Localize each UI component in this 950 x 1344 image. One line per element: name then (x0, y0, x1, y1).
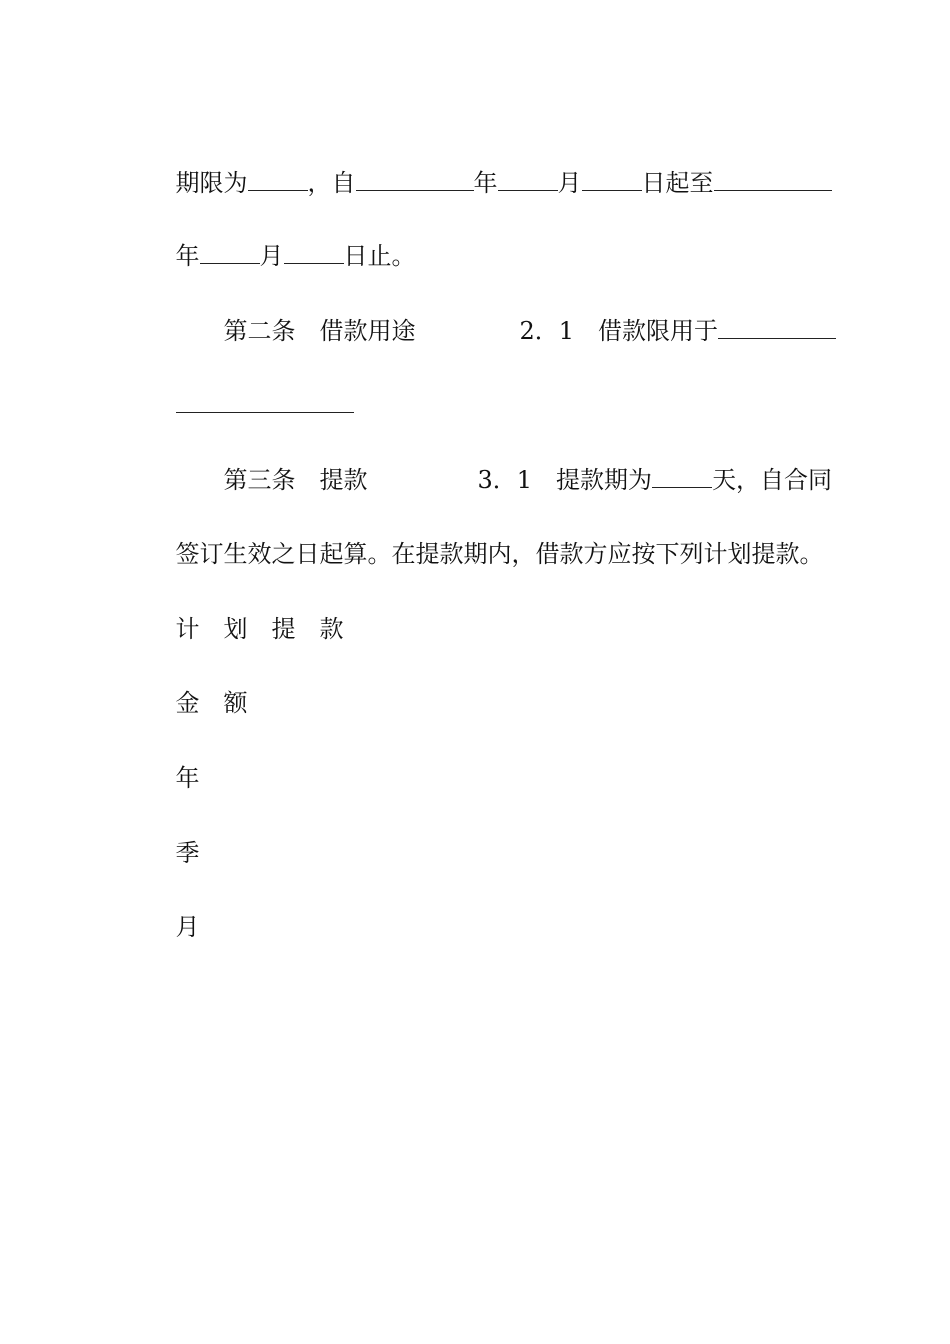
amount-label: 金 额 (175, 689, 248, 717)
purpose-blank (718, 316, 836, 339)
year-column-label: 年 (175, 764, 200, 792)
article-3-clause-a: 3．1 提款期为 (477, 466, 653, 494)
article-3-clause-b: 天，自合同 (712, 466, 833, 494)
term-blank (248, 168, 308, 191)
plan-draw-label: 计 划 提 款 (175, 615, 344, 643)
end-day-label: 日止。 (343, 242, 416, 270)
end-month-label: 月 (259, 242, 284, 270)
from-label: ，自 (307, 169, 356, 197)
term-label: 期限为 (175, 169, 248, 197)
day-from-label: 日起至 (641, 169, 714, 197)
end-month-blank (200, 241, 260, 264)
purpose-blank-2 (176, 390, 354, 413)
end-day-blank (284, 241, 344, 264)
end-year-blank (714, 168, 832, 191)
start-year-blank (356, 168, 474, 191)
article-2-clause: 2．1 借款限用于 (519, 317, 719, 345)
month-column-label: 月 (175, 913, 200, 941)
month-label-line (145, 882, 805, 972)
article-3-text: 签订生效之日起算。在提款期内，借款方应按下列计划提款。 (175, 540, 824, 568)
month-label: 月 (557, 169, 582, 197)
article-3-heading: 第三条 提款 (223, 466, 368, 494)
start-day-blank (582, 168, 642, 191)
year-label: 年 (473, 169, 498, 197)
quarter-column-label: 季 (175, 839, 200, 867)
article-2-heading: 第二条 借款用途 (223, 317, 416, 345)
draw-days-blank (652, 465, 712, 488)
start-month-blank (498, 168, 558, 191)
end-year-label: 年 (175, 242, 200, 270)
